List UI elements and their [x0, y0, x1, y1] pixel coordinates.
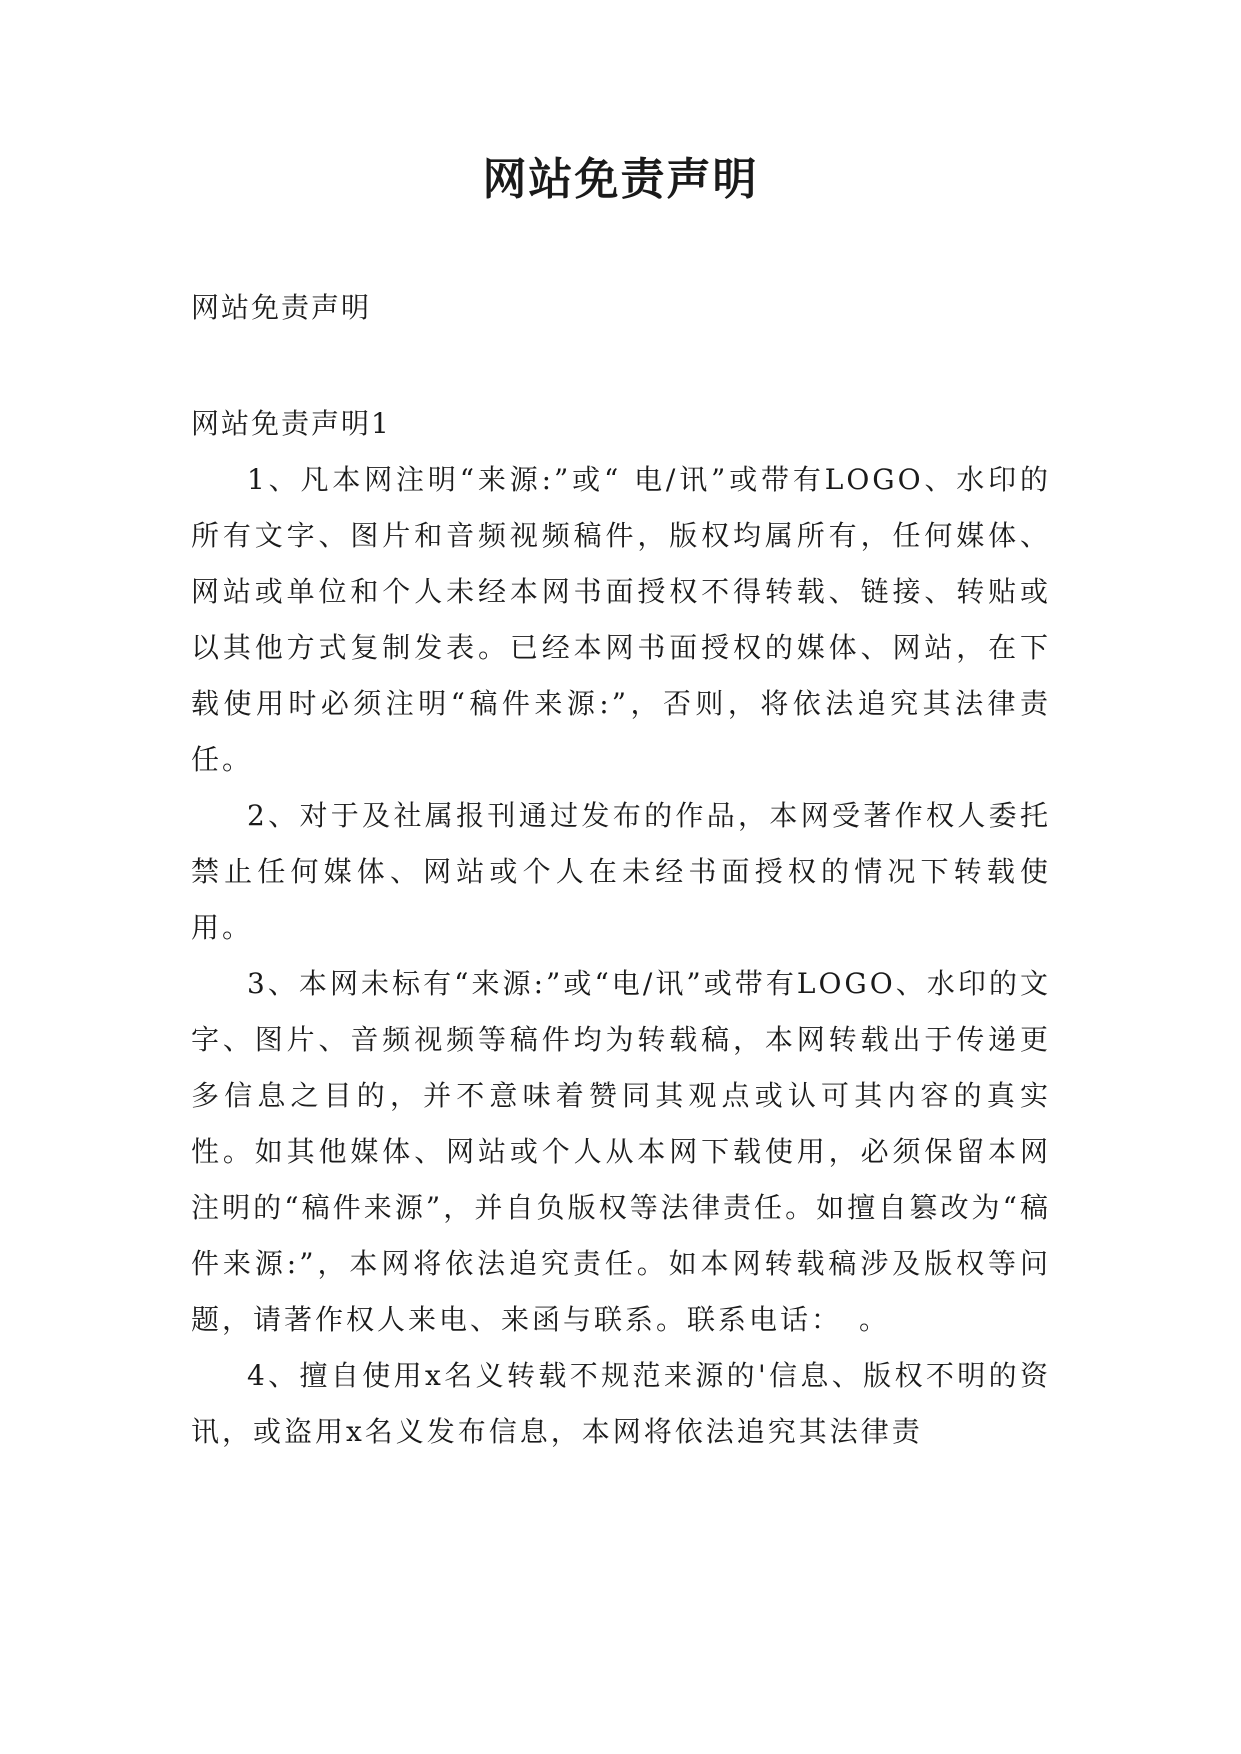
- paragraph-1: 1、凡本网注明“来源:”或“ 电/讯”或带有LOGO、水印的所有文字、图片和音频视频稿件，版权均属所有，任何媒体、网站或单位和个人未经本网书面授权不得转载、链接、转贴或以其他方式复制发表。已经本网书面授权的媒体、网站，在下载使用时必须注明“稿件来源:”，否则，将依法追究其法律责任。: [191, 463, 1051, 776]
- document-body: [191, 280, 1051, 1460]
- paragraph-3: 3、本网未标有“来源:”或“电/讯”或带有LOGO、水印的文字、图片、音频视频等稿件均为转载稿，本网转载出于传递更多信息之目的，并不意味着赞同其观点或认可其内容的真实性。如其他媒体、网站或个人从本网下载使用，必须保留本网注明的“稿件来源”，并自负版权等法律责任。如擅自篡改为“稿件来源:”，本网将依法追究责任。如本网转载稿涉及版权等问题，请著作权人来电、来函与联系。联系电话： 。: [191, 967, 1051, 1336]
- document-subtitle: 网站免责声明: [191, 291, 372, 324]
- paragraph-4: 4、擅自使用x名义转载不规范来源的'信息、版权不明的资讯，或盗用x名义发布信息，本网将依法追究其法律责: [191, 1359, 1051, 1448]
- paragraph-2: 2、对于及社属报刊通过发布的作品，本网受著作权人委托禁止任何媒体、网站或个人在未经书面授权的情况下转载使用。: [191, 799, 1051, 944]
- section-heading: 网站免责声明1: [191, 407, 391, 440]
- document-title: 网站免责声明: [482, 154, 759, 205]
